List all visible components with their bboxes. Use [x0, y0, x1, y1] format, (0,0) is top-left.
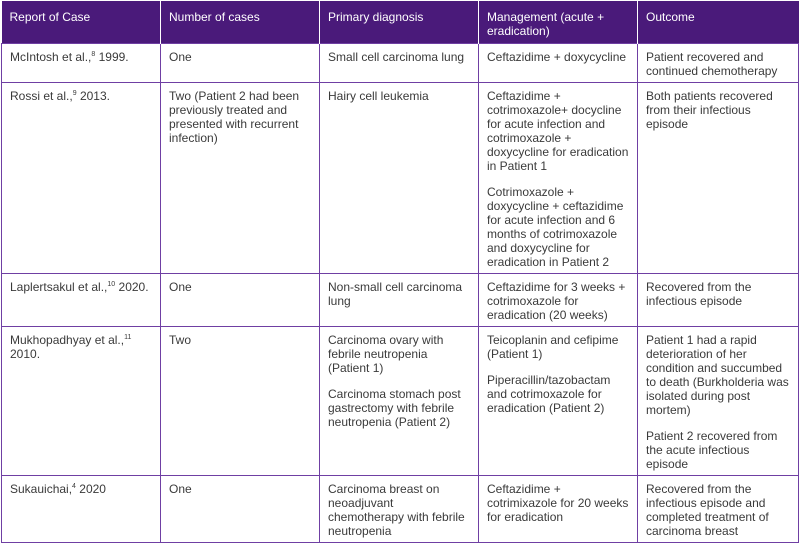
reference-number: 8	[91, 51, 96, 58]
reference-number: 4	[72, 483, 76, 490]
table-row	[2, 476, 799, 543]
report-cell: Laplertsakul et al.,$^{10}$ 2020.	[2, 274, 161, 327]
report-cell: Rossi et al.,$^9$ 2013.	[2, 83, 161, 274]
cases-cell: Two (Patient 2 had been previously treated and presented with recurrent infection)	[161, 83, 320, 274]
header-number-of-cases: Number of cases	[161, 1, 320, 44]
outcome-cell: Recovered from the infectious episode	[638, 274, 799, 327]
reference-number: 9	[72, 90, 77, 97]
diagnosis-cell: Hairy cell leukemia	[320, 83, 479, 274]
table-row	[2, 44, 799, 83]
table-row	[2, 327, 799, 476]
management-cell: Teicoplanin and cefipime (Patient 1) Piperacillin/tazobactam and cotrimoxazole for eradication (Patient 2)	[479, 327, 638, 476]
management-cell: Ceftazidime + cotrimoxazole+ docycline for acute infection and cotrimoxazole + doxycycline for eradication in Patient 1 Cotrimoxazole + doxycycline + ceftazidime for acute infection and 6 months of cotrimoxazole and doxycycline for eradication in Patient 2	[479, 83, 638, 274]
outcome-cell: Recovered from the infectious episode and completed treatment of carcinoma breast	[638, 476, 799, 543]
management-cell: Ceftazidime + cotrimixazole for 20 weeks for eradication	[479, 476, 638, 543]
cases-cell: One	[161, 44, 320, 83]
outcome-cell: Both patients recovered from their infectious episode	[638, 83, 799, 274]
diagnosis-cell: Carcinoma ovary with febrile neutropenia (Patient 1) Carcinoma stomach post gastrectomy with febrile neutropenia (Patient 2)	[320, 327, 479, 476]
report-cell: Mukhopadhyay et al.,$^{11}$ 2010.	[2, 327, 161, 476]
table-row	[2, 83, 799, 274]
reference-number: 10	[107, 281, 116, 288]
reference-number: 11	[124, 334, 132, 341]
cases-cell: One	[161, 476, 320, 543]
report-cell: Sukauichai,$^4$ 2020	[2, 476, 161, 543]
diagnosis-cell: Carcinoma breast on neoadjuvant chemotherapy with febrile neutropenia	[320, 476, 479, 543]
outcome-cell: Patient 1 had a rapid deterioration of her condition and succumbed to death (Burkholderia was isolated during post mortem) Patient 2 recovered from the acute infectious episode	[638, 327, 799, 476]
management-cell: Ceftazidime + doxycycline	[479, 44, 638, 83]
management-cell: Ceftazidime for 3 weeks + cotrimoxazole for eradication (20 weeks)	[479, 274, 638, 327]
header-row	[2, 1, 799, 44]
header-report-of-case: Report of Case	[2, 1, 161, 44]
case-reports-table	[1, 1, 799, 543]
header-outcome: Outcome	[638, 1, 799, 44]
table-row	[2, 274, 799, 327]
diagnosis-cell: Non-small cell carcinoma lung	[320, 274, 479, 327]
header-management: Management (acute + eradication)	[479, 1, 638, 44]
diagnosis-cell: Small cell carcinoma lung	[320, 44, 479, 83]
cases-cell: One	[161, 274, 320, 327]
cases-cell: Two	[161, 327, 320, 476]
report-cell: McIntosh et al.,$^8$ 1999.	[2, 44, 161, 83]
outcome-cell: Patient recovered and continued chemotherapy	[638, 44, 799, 83]
header-primary-diagnosis: Primary diagnosis	[320, 1, 479, 44]
